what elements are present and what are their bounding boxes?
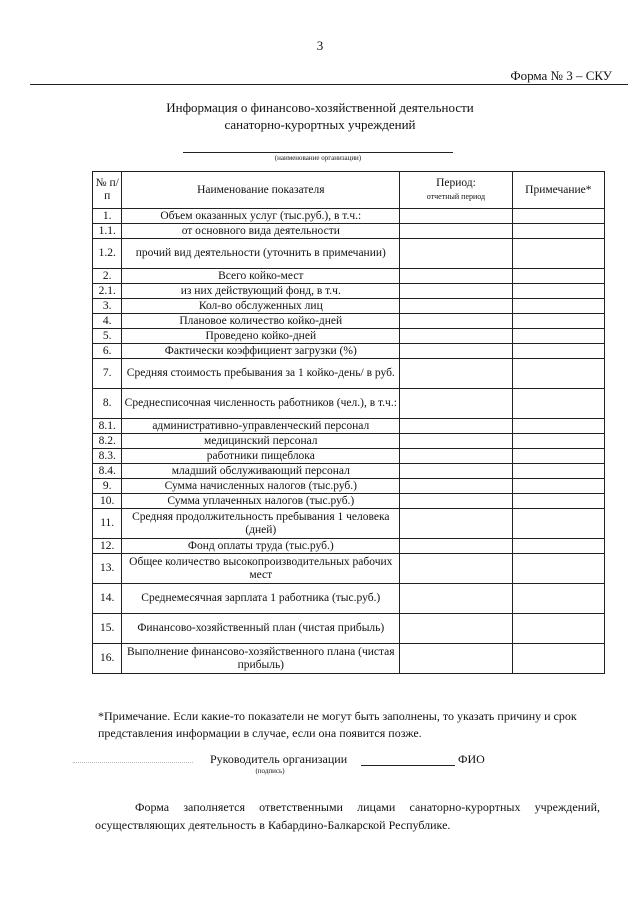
row-number: 3. <box>93 299 122 314</box>
row-note-value[interactable] <box>512 314 604 329</box>
row-number: 8.4. <box>93 464 122 479</box>
row-indicator-name: Среднесписочная численность работников (чел.), в т.ч.: <box>122 389 400 419</box>
row-note-value[interactable] <box>512 224 604 239</box>
row-note-value[interactable] <box>512 449 604 464</box>
row-note-value[interactable] <box>512 614 604 644</box>
table-row <box>93 449 605 464</box>
row-indicator-name: Объем оказанных услуг (тыс.руб.), в т.ч.: <box>122 209 400 224</box>
row-period-value[interactable] <box>400 479 513 494</box>
row-number: 12. <box>93 539 122 554</box>
row-indicator-name: Среднемесячная зарплата 1 работника (тыс.руб.) <box>122 584 400 614</box>
row-period-value[interactable] <box>400 539 513 554</box>
row-note-value[interactable] <box>512 479 604 494</box>
row-indicator-name: Средняя стоимость пребывания за 1 койко-день/ в руб. <box>122 359 400 389</box>
row-indicator-name: Сумма уплаченных налогов (тыс.руб.) <box>122 494 400 509</box>
row-number: 14. <box>93 584 122 614</box>
row-indicator-name: Общее количество высокопроизводительных рабочих мест <box>122 554 400 584</box>
row-period-value[interactable] <box>400 344 513 359</box>
row-period-value[interactable] <box>400 389 513 419</box>
form-label: Форма № 3 – СКУ <box>510 68 612 83</box>
table-row <box>93 644 605 674</box>
row-period-value[interactable] <box>400 644 513 674</box>
document-title-line2: санаторно-курортных учреждений <box>224 117 416 132</box>
row-number: 15. <box>93 614 122 644</box>
row-period-value[interactable] <box>400 239 513 269</box>
dotted-line <box>73 762 193 763</box>
header-period <box>400 172 513 209</box>
row-indicator-name: Кол-во обслуженных лиц <box>122 299 400 314</box>
row-number: 1.1. <box>93 224 122 239</box>
row-number: 5. <box>93 329 122 344</box>
row-period-value[interactable] <box>400 359 513 389</box>
fio-label: ФИО <box>458 752 485 766</box>
header-period-label: Период: <box>436 177 476 189</box>
table-row <box>93 269 605 284</box>
row-number: 8.1. <box>93 419 122 434</box>
table-row <box>93 554 605 584</box>
row-note-value[interactable] <box>512 209 604 224</box>
document-title-line1: Информация о финансово-хозяйственной деятельности <box>166 100 474 115</box>
row-number: 4. <box>93 314 122 329</box>
row-number: 8. <box>93 389 122 419</box>
table-row <box>93 209 605 224</box>
row-number: 7. <box>93 359 122 389</box>
header-number: № п/п <box>93 172 122 209</box>
row-period-value[interactable] <box>400 329 513 344</box>
row-indicator-name: Всего койко-мест <box>122 269 400 284</box>
row-period-value[interactable] <box>400 434 513 449</box>
row-number: 1. <box>93 209 122 224</box>
row-number: 8.2. <box>93 434 122 449</box>
table-row <box>93 509 605 539</box>
row-note-value[interactable] <box>512 554 604 584</box>
row-indicator-name: медицинский персонал <box>122 434 400 449</box>
row-note-value[interactable] <box>512 509 604 539</box>
table-row <box>93 434 605 449</box>
row-indicator-name: работники пищеблока <box>122 449 400 464</box>
table-row <box>93 389 605 419</box>
table-row <box>93 314 605 329</box>
table-row <box>93 299 605 314</box>
row-number: 16. <box>93 644 122 674</box>
organization-caption: (наименование организации) <box>274 154 362 162</box>
row-indicator-name: Выполнение финансово-хозяйственного плана (чистая прибыль) <box>122 644 400 674</box>
table-row <box>93 494 605 509</box>
row-period-value[interactable] <box>400 209 513 224</box>
row-note-value[interactable] <box>512 494 604 509</box>
row-number: 1.2. <box>93 239 122 269</box>
row-period-value[interactable] <box>400 449 513 464</box>
row-indicator-name: Плановое количество койко-дней <box>122 314 400 329</box>
row-period-value[interactable] <box>400 584 513 614</box>
row-indicator-name: Фактически коэффициент загрузки (%) <box>122 344 400 359</box>
row-indicator-name: административно-управленческий персонал <box>122 419 400 434</box>
row-number: 10. <box>93 494 122 509</box>
row-indicator-name: прочий вид деятельности (уточнить в примечании) <box>122 239 400 269</box>
row-period-value[interactable] <box>400 614 513 644</box>
table-row <box>93 419 605 434</box>
row-note-value[interactable] <box>512 344 604 359</box>
signature-caption: (подпись) <box>255 767 285 775</box>
table-row <box>93 479 605 494</box>
table-row <box>93 464 605 479</box>
row-indicator-name: от основного вида деятельности <box>122 224 400 239</box>
table-row <box>93 584 605 614</box>
row-note-value[interactable] <box>512 284 604 299</box>
footer-text: Форма заполняется ответственными лицами санаторно-курортных учреждений, осуществляющих деятельность в Кабардино-Балкарской Республике. <box>95 800 600 832</box>
row-number: 8.3. <box>93 449 122 464</box>
row-note-value[interactable] <box>512 434 604 449</box>
row-note-value[interactable] <box>512 419 604 434</box>
row-note-value[interactable] <box>512 539 604 554</box>
row-note-value[interactable] <box>512 584 604 614</box>
row-number: 11. <box>93 509 122 539</box>
header-note: Примечание* <box>512 172 604 209</box>
row-period-value[interactable] <box>400 419 513 434</box>
signature-field[interactable] <box>361 765 455 766</box>
row-note-value[interactable] <box>512 269 604 284</box>
table-row <box>93 614 605 644</box>
row-note-value[interactable] <box>512 644 604 674</box>
row-note-value[interactable] <box>512 389 604 419</box>
row-period-value[interactable] <box>400 554 513 584</box>
header-indicator-name: Наименование показателя <box>122 172 400 209</box>
row-note-value[interactable] <box>512 329 604 344</box>
row-indicator-name: младший обслуживающий персонал <box>122 464 400 479</box>
footnote: *Примечание. Если какие-то показатели не могут быть заполнены, то указать причину и срок представления информации в случае, если она появится позже. <box>98 709 577 740</box>
row-number: 2. <box>93 269 122 284</box>
header-period-sub: отчетный период <box>426 192 486 201</box>
table-row <box>93 359 605 389</box>
row-note-value[interactable] <box>512 239 604 269</box>
row-period-value[interactable] <box>400 509 513 539</box>
row-number: 6. <box>93 344 122 359</box>
table-row <box>93 224 605 239</box>
row-indicator-name: Средняя продолжительность пребывания 1 человека (дней) <box>122 509 400 539</box>
row-note-value[interactable] <box>512 464 604 479</box>
row-indicator-name: из них действующий фонд, в т.ч. <box>122 284 400 299</box>
row-period-value[interactable] <box>400 284 513 299</box>
table-row <box>93 539 605 554</box>
row-note-value[interactable] <box>512 359 604 389</box>
row-number: 9. <box>93 479 122 494</box>
row-period-value[interactable] <box>400 494 513 509</box>
row-period-value[interactable] <box>400 464 513 479</box>
row-number: 13. <box>93 554 122 584</box>
page-number: 3 <box>316 38 324 53</box>
organization-name-field[interactable] <box>183 152 453 153</box>
table-header-row <box>93 172 605 209</box>
row-period-value[interactable] <box>400 269 513 284</box>
row-period-value[interactable] <box>400 224 513 239</box>
indicators-table <box>92 171 605 674</box>
table-body <box>93 209 605 674</box>
table-row <box>93 344 605 359</box>
table-row <box>93 239 605 269</box>
row-period-value[interactable] <box>400 299 513 314</box>
row-note-value[interactable] <box>512 299 604 314</box>
head-of-organization-label: Руководитель организации <box>210 752 348 766</box>
row-period-value[interactable] <box>400 314 513 329</box>
top-rule <box>30 84 628 85</box>
row-indicator-name: Финансово-хозяйственный план (чистая прибыль) <box>122 614 400 644</box>
row-indicator-name: Фонд оплаты труда (тыс.руб.) <box>122 539 400 554</box>
row-indicator-name: Сумма начисленных налогов (тыс.руб.) <box>122 479 400 494</box>
table-row <box>93 329 605 344</box>
row-indicator-name: Проведено койко-дней <box>122 329 400 344</box>
row-number: 2.1. <box>93 284 122 299</box>
table-row <box>93 284 605 299</box>
